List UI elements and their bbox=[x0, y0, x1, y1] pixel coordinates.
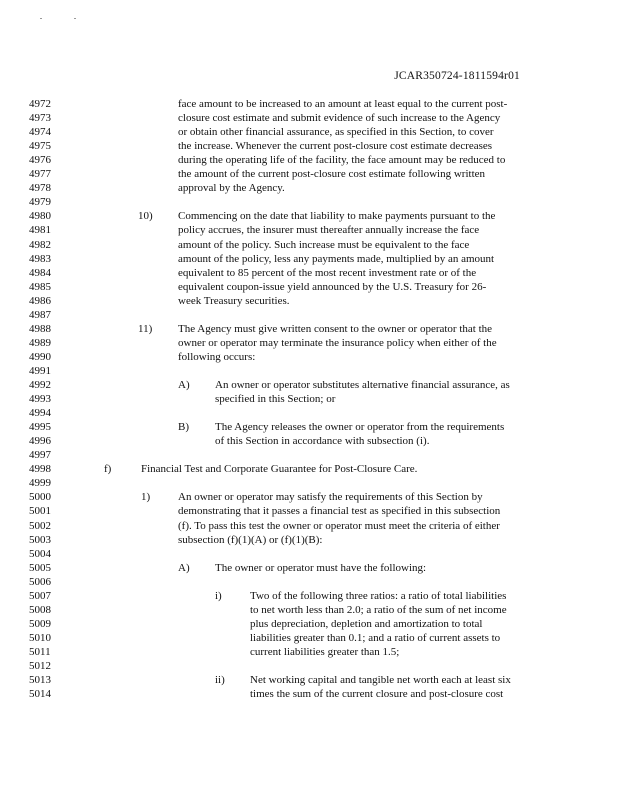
line-number: 4988 bbox=[29, 322, 51, 335]
line-text: during the operating life of the facility, the face amount may be reduced to bbox=[178, 154, 506, 167]
line-number: 4982 bbox=[29, 238, 51, 251]
line-number: 5004 bbox=[29, 547, 51, 560]
line-number: 5008 bbox=[29, 603, 51, 616]
line-number: 4980 bbox=[29, 210, 51, 223]
line-number: 4989 bbox=[29, 336, 51, 349]
document-line bbox=[0, 462, 618, 476]
document-line bbox=[0, 448, 618, 462]
document-line bbox=[0, 673, 618, 687]
line-number: 4983 bbox=[29, 252, 51, 265]
line-number: 5003 bbox=[29, 533, 51, 546]
subsection-marker: i) bbox=[215, 589, 222, 602]
document-line bbox=[0, 252, 618, 266]
document-line bbox=[0, 575, 618, 589]
line-number: 4990 bbox=[29, 350, 51, 363]
document-line bbox=[0, 476, 618, 490]
line-text: liabilities greater than 0.1; and a ratio of current assets to bbox=[250, 631, 501, 644]
document-line bbox=[0, 308, 618, 322]
line-text: following occurs: bbox=[178, 350, 256, 363]
scan-speck bbox=[40, 18, 42, 19]
line-number: 4993 bbox=[29, 393, 51, 406]
subsection-marker: f) bbox=[104, 463, 112, 476]
line-text: (f). To pass this test the owner or operator must meet the criteria of either bbox=[178, 519, 500, 532]
line-text: times the sum of the current closure and post-closure cost bbox=[250, 688, 504, 701]
document-line bbox=[0, 687, 618, 701]
line-number: 5001 bbox=[29, 505, 51, 518]
line-text: An owner or operator may satisfy the requirements of this Section by bbox=[178, 491, 483, 504]
document-line bbox=[0, 294, 618, 308]
document-line bbox=[0, 392, 618, 406]
line-text: The Agency must give written consent to the owner or operator that the bbox=[178, 322, 493, 335]
line-text: An owner or operator substitutes alternative financial assurance, as bbox=[215, 379, 510, 391]
line-number: 4979 bbox=[29, 196, 51, 209]
line-text: The owner or operator must have the following: bbox=[215, 561, 427, 574]
line-text: or obtain other financial assurance, as specified in this Section, to cover bbox=[178, 126, 494, 139]
document-line bbox=[0, 406, 618, 420]
line-number: 4994 bbox=[29, 407, 51, 420]
line-number: 5011 bbox=[29, 645, 51, 658]
line-text: equivalent coupon-issue yield announced by the U.S. Treasury for 26- bbox=[178, 280, 487, 293]
scan-speck bbox=[74, 18, 76, 19]
line-number: 5013 bbox=[29, 674, 51, 687]
document-line bbox=[0, 223, 618, 237]
line-number: 4974 bbox=[29, 126, 51, 139]
line-text: approval by the Agency. bbox=[178, 182, 285, 195]
document-line bbox=[0, 504, 618, 518]
document-line bbox=[0, 603, 618, 617]
line-text: Commencing on the date that liability to make payments pursuant to the bbox=[178, 210, 496, 223]
document-line bbox=[0, 490, 618, 504]
line-text: Net working capital and tangible net worth each at least six bbox=[250, 674, 511, 687]
line-number: 5014 bbox=[29, 688, 51, 701]
line-text: the increase. Whenever the current post-closure cost estimate decreases bbox=[178, 140, 493, 153]
document-line bbox=[0, 97, 618, 111]
line-number: 5005 bbox=[29, 561, 51, 574]
document-line bbox=[0, 561, 618, 575]
document-line bbox=[0, 519, 618, 533]
line-number: 5000 bbox=[29, 491, 51, 504]
document-line bbox=[0, 631, 618, 645]
document-line bbox=[0, 153, 618, 167]
document-line bbox=[0, 125, 618, 139]
line-number: 4995 bbox=[29, 421, 51, 434]
subsection-marker: ii) bbox=[215, 674, 225, 687]
line-number: 4999 bbox=[29, 477, 51, 490]
subsection-marker: A) bbox=[178, 561, 190, 574]
line-number: 4998 bbox=[29, 463, 51, 476]
subsection-marker: A) bbox=[178, 379, 190, 391]
subsection-marker: B) bbox=[178, 421, 189, 434]
document-line bbox=[0, 336, 618, 350]
line-text: equivalent to 85 percent of the most recent investment rate or of the bbox=[178, 266, 477, 279]
line-text: face amount to be increased to an amount at least equal to the current post- bbox=[178, 98, 508, 110]
line-text: the amount of the current post-closure cost estimate following written bbox=[178, 168, 486, 181]
document-line bbox=[0, 238, 618, 252]
line-number: 4981 bbox=[29, 224, 51, 237]
subsection-marker: 10) bbox=[138, 210, 153, 223]
document-line bbox=[0, 659, 618, 673]
line-number: 5009 bbox=[29, 617, 51, 630]
subsection-marker: 11) bbox=[138, 322, 153, 335]
document-line bbox=[0, 139, 618, 153]
document-id: JCAR350724-1811594r01 bbox=[394, 70, 520, 82]
document-line bbox=[0, 420, 618, 434]
line-number: 4973 bbox=[29, 112, 51, 125]
line-number: 4976 bbox=[29, 154, 51, 167]
line-text: specified in this Section; or bbox=[215, 393, 336, 406]
line-text: The Agency releases the owner or operator from the requirements bbox=[215, 421, 505, 434]
line-text: demonstrating that it passes a financial test as specified in this subsection bbox=[178, 505, 501, 518]
line-text: Two of the following three ratios: a ratio of total liabilities bbox=[250, 589, 507, 602]
document-line bbox=[0, 378, 618, 392]
document-line bbox=[0, 364, 618, 378]
document-line bbox=[0, 209, 618, 223]
line-number: 5012 bbox=[29, 660, 51, 672]
line-text: of this Section in accordance with subsection (i). bbox=[215, 435, 430, 448]
document-line bbox=[0, 266, 618, 280]
line-number: 5007 bbox=[29, 589, 51, 602]
document-line bbox=[0, 195, 618, 209]
line-number: 4991 bbox=[29, 364, 51, 377]
line-number: 5010 bbox=[29, 631, 51, 644]
line-number: 4992 bbox=[29, 379, 51, 391]
line-text: amount of the policy, less any payments made, multiplied by an amount bbox=[178, 252, 495, 265]
document-line bbox=[0, 167, 618, 181]
line-number: 4978 bbox=[29, 182, 51, 195]
document-line bbox=[0, 645, 618, 659]
line-text: subsection (f)(1)(A) or (f)(1)(B): bbox=[178, 533, 323, 546]
line-text: amount of the policy. Such increase must be equivalent to the face bbox=[178, 238, 470, 251]
line-number: 4972 bbox=[29, 98, 51, 110]
document-line bbox=[0, 350, 618, 364]
line-text: policy accrues, the insurer must thereafter annually increase the face bbox=[178, 224, 480, 237]
line-number: 5002 bbox=[29, 519, 51, 532]
document-line bbox=[0, 533, 618, 547]
line-text: owner or operator may terminate the insurance policy when either of the bbox=[178, 336, 497, 349]
line-number: 4977 bbox=[29, 168, 51, 181]
document-line bbox=[0, 111, 618, 125]
line-number: 4996 bbox=[29, 435, 51, 448]
document-line bbox=[0, 547, 618, 561]
line-text: current liabilities greater than 1.5; bbox=[250, 645, 400, 658]
subsection-marker: 1) bbox=[141, 491, 151, 504]
line-text: Financial Test and Corporate Guarantee for Post-Closure Care. bbox=[141, 463, 418, 476]
line-number: 5006 bbox=[29, 575, 51, 588]
line-text: week Treasury securities. bbox=[178, 294, 290, 307]
line-text: plus depreciation, depletion and amortization to total bbox=[250, 617, 483, 630]
document-line bbox=[0, 434, 618, 448]
document-line bbox=[0, 322, 618, 336]
line-number: 4987 bbox=[29, 308, 51, 321]
line-text: closure cost estimate and submit evidence of such increase to the Agency bbox=[178, 112, 501, 125]
line-number: 4986 bbox=[29, 294, 51, 307]
document-line bbox=[0, 589, 618, 603]
line-number: 4975 bbox=[29, 140, 51, 153]
line-text: to net worth less than 2.0; a ratio of the sum of net income bbox=[250, 603, 507, 616]
line-number: 4984 bbox=[29, 266, 51, 279]
line-number: 4985 bbox=[29, 280, 51, 293]
document-line bbox=[0, 181, 618, 195]
document-line bbox=[0, 617, 618, 631]
document-line bbox=[0, 280, 618, 294]
line-number: 4997 bbox=[29, 449, 51, 462]
